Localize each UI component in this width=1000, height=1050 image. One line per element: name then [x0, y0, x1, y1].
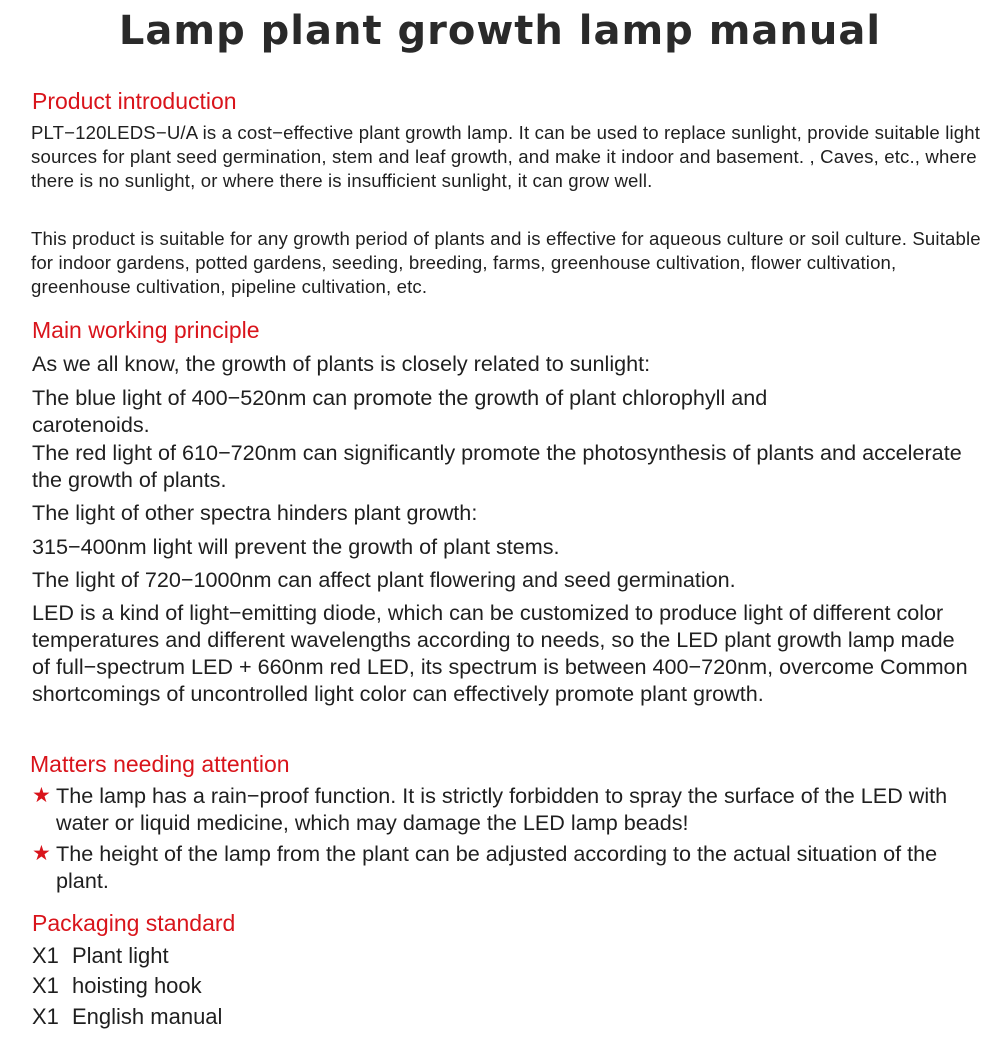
attention-item	[32, 840, 977, 894]
packaging-item-qty: X1	[32, 1004, 59, 1029]
packaging-item-qty: X1	[32, 973, 59, 998]
star-icon: ★	[32, 841, 51, 865]
intro-paragraph-2: This product is suitable for any growth period of plants and is effective for aqueous culture or soil culture. Suitable for indoor gardens, potted gardens, seeding, breeding, farms, greenhouse cultivation, flower cultivation, greenhouse cultivation, pipeline cultivation, etc.	[31, 228, 981, 297]
attention-heading: Matters needing attention	[30, 751, 290, 777]
principle-line-7: LED is a kind of light−emitting diode, which can be customized to produce light of different color temperatures and different wavelengths according to needs, so the LED plant growth lamp made of full−spectrum LED + 660nm red LED, its spectrum is between 400−720nm, overcome Common shortcomings of uncontrolled light color can effectively promote plant growth.	[32, 600, 968, 706]
packaging-item	[32, 972, 202, 1000]
packaging-item-name: Plant light	[72, 943, 169, 968]
principle-line-1: As we all know, the growth of plants is closely related to sunlight:	[32, 351, 651, 376]
principle-line-2: The blue light of 400−520nm can promote the growth of plant chlorophyll and carotenoids.	[32, 385, 768, 437]
packaging-item	[32, 942, 169, 970]
page-title: Lamp plant growth lamp manual	[118, 8, 882, 54]
star-icon: ★	[32, 783, 51, 807]
principle-line-3: The red light of 610−720nm can significantly promote the photosynthesis of plants and accelerate the growth of plants.	[32, 440, 962, 492]
packaging-item-name: English manual	[72, 1004, 223, 1029]
packaging-item-name: hoisting hook	[72, 973, 202, 998]
principle-line-4: The light of other spectra hinders plant growth:	[32, 500, 478, 525]
packaging-item-qty: X1	[32, 943, 59, 968]
intro-paragraph-1: PLT−120LEDS−U/A is a cost−effective plant growth lamp. It can be used to replace sunlight, provide suitable light sources for plant seed germination, stem and leaf growth, and make it indoor and basement. , Caves, etc., where there is no sunlight, or where there is insufficient sunlight, it can grow well.	[31, 122, 981, 191]
packaging-item	[32, 1003, 222, 1031]
attention-item-text: The height of the lamp from the plant can be adjusted according to the actual situation of the plant.	[56, 841, 938, 893]
principle-line-6: The light of 720−1000nm can affect plant flowering and seed germination.	[32, 567, 736, 592]
packaging-heading: Packaging standard	[32, 910, 236, 936]
intro-heading: Product introduction	[32, 88, 237, 114]
attention-item-text: The lamp has a rain−proof function. It is strictly forbidden to spray the surface of the LED with water or liquid medicine, which may damage the LED lamp beads!	[56, 783, 948, 835]
attention-item	[32, 782, 977, 836]
principle-line-5: 315−400nm light will prevent the growth of plant stems.	[32, 534, 560, 559]
principle-heading: Main working principle	[32, 317, 260, 343]
